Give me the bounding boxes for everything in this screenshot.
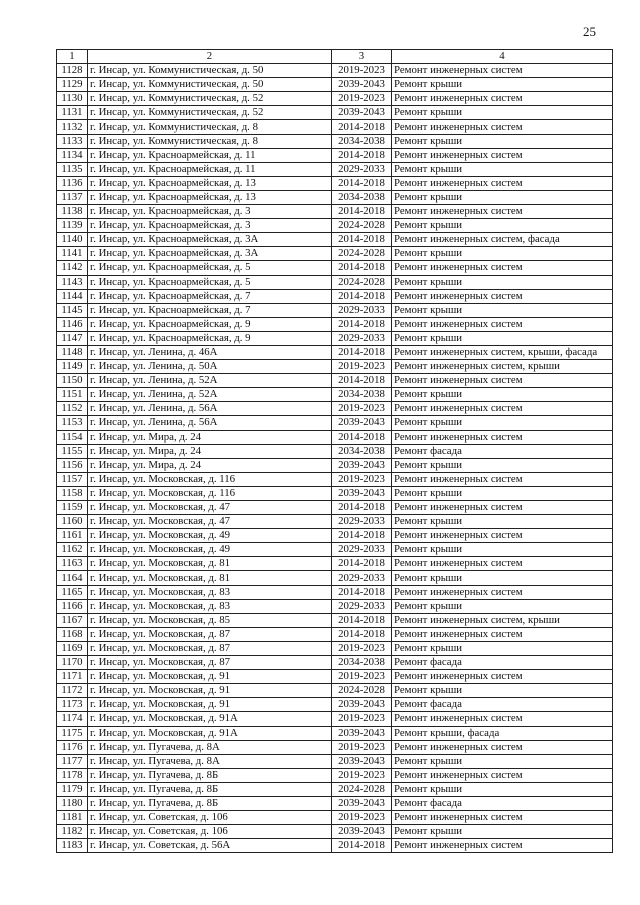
table-row bbox=[57, 402, 613, 416]
address-cell: г. Инсар, ул. Красноармейская, д. 3А bbox=[88, 247, 332, 261]
row-number: 1146 bbox=[57, 317, 88, 331]
address-cell: г. Инсар, ул. Московская, д. 91А bbox=[88, 712, 332, 726]
period-cell: 2019-2023 bbox=[332, 641, 392, 655]
work-type-cell: Ремонт крыши bbox=[392, 190, 613, 204]
address-cell: г. Инсар, ул. Ленина, д. 52А bbox=[88, 388, 332, 402]
address-cell: г. Инсар, ул. Красноармейская, д. 3 bbox=[88, 219, 332, 233]
row-number: 1169 bbox=[57, 641, 88, 655]
column-header: 3 bbox=[332, 50, 392, 64]
period-cell: 2014-2018 bbox=[332, 205, 392, 219]
work-type-cell: Ремонт крыши bbox=[392, 599, 613, 613]
row-number: 1137 bbox=[57, 190, 88, 204]
row-number: 1155 bbox=[57, 444, 88, 458]
address-cell: г. Инсар, ул. Красноармейская, д. 13 bbox=[88, 176, 332, 190]
address-cell: г. Инсар, ул. Красноармейская, д. 9 bbox=[88, 331, 332, 345]
address-cell: г. Инсар, ул. Красноармейская, д. 7 bbox=[88, 303, 332, 317]
address-cell: г. Инсар, ул. Пугачева, д. 8А bbox=[88, 754, 332, 768]
period-cell: 2039-2043 bbox=[332, 698, 392, 712]
address-cell: г. Инсар, ул. Московская, д. 116 bbox=[88, 486, 332, 500]
work-type-cell: Ремонт фасада bbox=[392, 444, 613, 458]
table-row bbox=[57, 754, 613, 768]
period-cell: 2014-2018 bbox=[332, 120, 392, 134]
table-row bbox=[57, 796, 613, 810]
table-row bbox=[57, 64, 613, 78]
address-cell: г. Инсар, ул. Московская, д. 87 bbox=[88, 641, 332, 655]
work-type-cell: Ремонт инженерных систем bbox=[392, 740, 613, 754]
period-cell: 2029-2033 bbox=[332, 599, 392, 613]
period-cell: 2019-2023 bbox=[332, 64, 392, 78]
table-row bbox=[57, 374, 613, 388]
address-cell: г. Инсар, ул. Красноармейская, д. 11 bbox=[88, 162, 332, 176]
address-cell: г. Инсар, ул. Пугачева, д. 8Б bbox=[88, 768, 332, 782]
period-cell: 2019-2023 bbox=[332, 360, 392, 374]
work-type-cell: Ремонт инженерных систем bbox=[392, 839, 613, 853]
row-number: 1157 bbox=[57, 472, 88, 486]
row-number: 1141 bbox=[57, 247, 88, 261]
page-number: 25 bbox=[583, 24, 596, 39]
row-number: 1128 bbox=[57, 64, 88, 78]
row-number: 1154 bbox=[57, 430, 88, 444]
row-number: 1143 bbox=[57, 275, 88, 289]
period-cell: 2039-2043 bbox=[332, 726, 392, 740]
row-number: 1140 bbox=[57, 233, 88, 247]
address-cell: г. Инсар, ул. Московская, д. 47 bbox=[88, 501, 332, 515]
address-cell: г. Инсар, ул. Московская, д. 91 bbox=[88, 684, 332, 698]
row-number: 1171 bbox=[57, 670, 88, 684]
table-row bbox=[57, 529, 613, 543]
work-type-cell: Ремонт инженерных систем bbox=[392, 289, 613, 303]
work-type-cell: Ремонт инженерных систем bbox=[392, 176, 613, 190]
period-cell: 2014-2018 bbox=[332, 501, 392, 515]
table-row bbox=[57, 571, 613, 585]
column-header: 4 bbox=[392, 50, 613, 64]
table-row bbox=[57, 501, 613, 515]
table-row bbox=[57, 176, 613, 190]
table-row bbox=[57, 670, 613, 684]
table-row bbox=[57, 261, 613, 275]
address-cell: г. Инсар, ул. Московская, д. 81 bbox=[88, 557, 332, 571]
work-type-cell: Ремонт инженерных систем bbox=[392, 402, 613, 416]
period-cell: 2029-2033 bbox=[332, 515, 392, 529]
work-type-cell: Ремонт инженерных систем bbox=[392, 120, 613, 134]
table-row bbox=[57, 768, 613, 782]
row-number: 1180 bbox=[57, 796, 88, 810]
table-row bbox=[57, 106, 613, 120]
period-cell: 2014-2018 bbox=[332, 627, 392, 641]
address-cell: г. Инсар, ул. Коммунистическая, д. 50 bbox=[88, 78, 332, 92]
row-number: 1160 bbox=[57, 515, 88, 529]
table-row bbox=[57, 557, 613, 571]
period-cell: 2034-2038 bbox=[332, 388, 392, 402]
period-cell: 2039-2043 bbox=[332, 825, 392, 839]
address-cell: г. Инсар, ул. Коммунистическая, д. 52 bbox=[88, 106, 332, 120]
work-type-cell: Ремонт инженерных систем bbox=[392, 261, 613, 275]
repair-schedule-table bbox=[56, 49, 613, 853]
work-type-cell: Ремонт крыши, фасада bbox=[392, 726, 613, 740]
table-row bbox=[57, 486, 613, 500]
address-cell: г. Инсар, ул. Ленина, д. 46А bbox=[88, 345, 332, 359]
period-cell: 2034-2038 bbox=[332, 190, 392, 204]
period-cell: 2029-2033 bbox=[332, 303, 392, 317]
period-cell: 2039-2043 bbox=[332, 106, 392, 120]
table-row bbox=[57, 543, 613, 557]
table-row bbox=[57, 360, 613, 374]
table-row bbox=[57, 92, 613, 106]
work-type-cell: Ремонт инженерных систем, крыши bbox=[392, 360, 613, 374]
row-number: 1150 bbox=[57, 374, 88, 388]
address-cell: г. Инсар, ул. Пугачева, д. 8А bbox=[88, 740, 332, 754]
row-number: 1174 bbox=[57, 712, 88, 726]
row-number: 1175 bbox=[57, 726, 88, 740]
work-type-cell: Ремонт крыши bbox=[392, 247, 613, 261]
row-number: 1170 bbox=[57, 656, 88, 670]
period-cell: 2014-2018 bbox=[332, 345, 392, 359]
work-type-cell: Ремонт крыши bbox=[392, 134, 613, 148]
address-cell: г. Инсар, ул. Ленина, д. 56А bbox=[88, 402, 332, 416]
table-row bbox=[57, 444, 613, 458]
row-number: 1182 bbox=[57, 825, 88, 839]
row-number: 1164 bbox=[57, 571, 88, 585]
period-cell: 2014-2018 bbox=[332, 289, 392, 303]
address-cell: г. Инсар, ул. Ленина, д. 52А bbox=[88, 374, 332, 388]
table-row bbox=[57, 134, 613, 148]
address-cell: г. Инсар, ул. Красноармейская, д. 11 bbox=[88, 148, 332, 162]
table-row bbox=[57, 641, 613, 655]
row-number: 1135 bbox=[57, 162, 88, 176]
work-type-cell: Ремонт инженерных систем bbox=[392, 627, 613, 641]
period-cell: 2039-2043 bbox=[332, 458, 392, 472]
work-type-cell: Ремонт инженерных систем bbox=[392, 768, 613, 782]
row-number: 1129 bbox=[57, 78, 88, 92]
column-header: 2 bbox=[88, 50, 332, 64]
work-type-cell: Ремонт крыши bbox=[392, 106, 613, 120]
address-cell: г. Инсар, ул. Советская, д. 106 bbox=[88, 811, 332, 825]
table-row bbox=[57, 656, 613, 670]
address-cell: г. Инсар, ул. Московская, д. 87 bbox=[88, 627, 332, 641]
address-cell: г. Инсар, ул. Московская, д. 91 bbox=[88, 698, 332, 712]
work-type-cell: Ремонт инженерных систем bbox=[392, 712, 613, 726]
table-row bbox=[57, 303, 613, 317]
period-cell: 2034-2038 bbox=[332, 656, 392, 670]
table-row bbox=[57, 515, 613, 529]
period-cell: 2024-2028 bbox=[332, 684, 392, 698]
table-row bbox=[57, 698, 613, 712]
period-cell: 2039-2043 bbox=[332, 754, 392, 768]
row-number: 1176 bbox=[57, 740, 88, 754]
table-row bbox=[57, 627, 613, 641]
row-number: 1133 bbox=[57, 134, 88, 148]
work-type-cell: Ремонт инженерных систем bbox=[392, 92, 613, 106]
work-type-cell: Ремонт крыши bbox=[392, 571, 613, 585]
work-type-cell: Ремонт крыши bbox=[392, 388, 613, 402]
address-cell: г. Инсар, ул. Красноармейская, д. 5 bbox=[88, 261, 332, 275]
row-number: 1148 bbox=[57, 345, 88, 359]
row-number: 1179 bbox=[57, 782, 88, 796]
row-number: 1161 bbox=[57, 529, 88, 543]
work-type-cell: Ремонт инженерных систем bbox=[392, 557, 613, 571]
table-row bbox=[57, 599, 613, 613]
row-number: 1142 bbox=[57, 261, 88, 275]
work-type-cell: Ремонт крыши bbox=[392, 515, 613, 529]
work-type-cell: Ремонт инженерных систем, крыши, фасада bbox=[392, 345, 613, 359]
table-row bbox=[57, 613, 613, 627]
period-cell: 2014-2018 bbox=[332, 613, 392, 627]
work-type-cell: Ремонт инженерных систем bbox=[392, 374, 613, 388]
row-number: 1130 bbox=[57, 92, 88, 106]
work-type-cell: Ремонт инженерных систем bbox=[392, 64, 613, 78]
address-cell: г. Инсар, ул. Коммунистическая, д. 8 bbox=[88, 120, 332, 134]
work-type-cell: Ремонт крыши bbox=[392, 825, 613, 839]
work-type-cell: Ремонт инженерных систем bbox=[392, 430, 613, 444]
row-number: 1134 bbox=[57, 148, 88, 162]
period-cell: 2019-2023 bbox=[332, 811, 392, 825]
row-number: 1152 bbox=[57, 402, 88, 416]
row-number: 1139 bbox=[57, 219, 88, 233]
address-cell: г. Инсар, ул. Красноармейская, д. 3 bbox=[88, 205, 332, 219]
work-type-cell: Ремонт инженерных систем, фасада bbox=[392, 233, 613, 247]
work-type-cell: Ремонт крыши bbox=[392, 486, 613, 500]
table-row bbox=[57, 289, 613, 303]
table-row bbox=[57, 331, 613, 345]
row-number: 1158 bbox=[57, 486, 88, 500]
row-number: 1181 bbox=[57, 811, 88, 825]
address-cell: г. Инсар, ул. Пугачева, д. 8Б bbox=[88, 796, 332, 810]
table-row bbox=[57, 416, 613, 430]
address-cell: г. Инсар, ул. Мира, д. 24 bbox=[88, 458, 332, 472]
period-cell: 2014-2018 bbox=[332, 839, 392, 853]
address-cell: г. Инсар, ул. Московская, д. 49 bbox=[88, 529, 332, 543]
table-row bbox=[57, 148, 613, 162]
address-cell: г. Инсар, ул. Московская, д. 83 bbox=[88, 599, 332, 613]
row-number: 1159 bbox=[57, 501, 88, 515]
work-type-cell: Ремонт инженерных систем bbox=[392, 317, 613, 331]
table-row bbox=[57, 684, 613, 698]
row-number: 1165 bbox=[57, 585, 88, 599]
period-cell: 2024-2028 bbox=[332, 275, 392, 289]
row-number: 1132 bbox=[57, 120, 88, 134]
period-cell: 2039-2043 bbox=[332, 486, 392, 500]
work-type-cell: Ремонт крыши bbox=[392, 162, 613, 176]
table-row bbox=[57, 585, 613, 599]
period-cell: 2014-2018 bbox=[332, 261, 392, 275]
address-cell: г. Инсар, ул. Ленина, д. 50А bbox=[88, 360, 332, 374]
work-type-cell: Ремонт крыши bbox=[392, 782, 613, 796]
address-cell: г. Инсар, ул. Красноармейская, д. 13 bbox=[88, 190, 332, 204]
period-cell: 2024-2028 bbox=[332, 219, 392, 233]
period-cell: 2039-2043 bbox=[332, 78, 392, 92]
period-cell: 2014-2018 bbox=[332, 374, 392, 388]
period-cell: 2039-2043 bbox=[332, 796, 392, 810]
address-cell: г. Инсар, ул. Красноармейская, д. 5 bbox=[88, 275, 332, 289]
period-cell: 2029-2033 bbox=[332, 571, 392, 585]
work-type-cell: Ремонт крыши bbox=[392, 219, 613, 233]
address-cell: г. Инсар, ул. Московская, д. 87 bbox=[88, 656, 332, 670]
header-row bbox=[57, 50, 613, 64]
table-row bbox=[57, 275, 613, 289]
period-cell: 2024-2028 bbox=[332, 782, 392, 796]
address-cell: г. Инсар, ул. Московская, д. 81 bbox=[88, 571, 332, 585]
table-row bbox=[57, 317, 613, 331]
period-cell: 2019-2023 bbox=[332, 768, 392, 782]
address-cell: г. Инсар, ул. Мира, д. 24 bbox=[88, 430, 332, 444]
work-type-cell: Ремонт крыши bbox=[392, 543, 613, 557]
table-row bbox=[57, 247, 613, 261]
address-cell: г. Инсар, ул. Красноармейская, д. 3А bbox=[88, 233, 332, 247]
table-row bbox=[57, 233, 613, 247]
table-body bbox=[57, 64, 613, 853]
period-cell: 2029-2033 bbox=[332, 331, 392, 345]
period-cell: 2029-2033 bbox=[332, 543, 392, 557]
row-number: 1163 bbox=[57, 557, 88, 571]
table-row bbox=[57, 219, 613, 233]
work-type-cell: Ремонт крыши bbox=[392, 303, 613, 317]
table-row bbox=[57, 825, 613, 839]
address-cell: г. Инсар, ул. Мира, д. 24 bbox=[88, 444, 332, 458]
work-type-cell: Ремонт фасада bbox=[392, 796, 613, 810]
period-cell: 2039-2043 bbox=[332, 416, 392, 430]
period-cell: 2029-2033 bbox=[332, 162, 392, 176]
work-type-cell: Ремонт инженерных систем bbox=[392, 501, 613, 515]
period-cell: 2024-2028 bbox=[332, 247, 392, 261]
work-type-cell: Ремонт крыши bbox=[392, 458, 613, 472]
address-cell: г. Инсар, ул. Советская, д. 106 bbox=[88, 825, 332, 839]
row-number: 1167 bbox=[57, 613, 88, 627]
table-row bbox=[57, 190, 613, 204]
address-cell: г. Инсар, ул. Московская, д. 85 bbox=[88, 613, 332, 627]
address-cell: г. Инсар, ул. Московская, д. 83 bbox=[88, 585, 332, 599]
period-cell: 2014-2018 bbox=[332, 148, 392, 162]
work-type-cell: Ремонт инженерных систем bbox=[392, 811, 613, 825]
row-number: 1183 bbox=[57, 839, 88, 853]
period-cell: 2014-2018 bbox=[332, 557, 392, 571]
period-cell: 2019-2023 bbox=[332, 670, 392, 684]
period-cell: 2014-2018 bbox=[332, 233, 392, 247]
address-cell: г. Инсар, ул. Красноармейская, д. 9 bbox=[88, 317, 332, 331]
period-cell: 2034-2038 bbox=[332, 444, 392, 458]
row-number: 1166 bbox=[57, 599, 88, 613]
address-cell: г. Инсар, ул. Московская, д. 49 bbox=[88, 543, 332, 557]
work-type-cell: Ремонт инженерных систем bbox=[392, 205, 613, 219]
address-cell: г. Инсар, ул. Московская, д. 116 bbox=[88, 472, 332, 486]
table-row bbox=[57, 458, 613, 472]
row-number: 1172 bbox=[57, 684, 88, 698]
table-row bbox=[57, 78, 613, 92]
table-row bbox=[57, 388, 613, 402]
row-number: 1136 bbox=[57, 176, 88, 190]
address-cell: г. Инсар, ул. Коммунистическая, д. 52 bbox=[88, 92, 332, 106]
address-cell: г. Инсар, ул. Ленина, д. 56А bbox=[88, 416, 332, 430]
row-number: 1177 bbox=[57, 754, 88, 768]
work-type-cell: Ремонт инженерных систем, крыши bbox=[392, 613, 613, 627]
row-number: 1151 bbox=[57, 388, 88, 402]
table-row bbox=[57, 472, 613, 486]
row-number: 1173 bbox=[57, 698, 88, 712]
address-cell: г. Инсар, ул. Московская, д. 91А bbox=[88, 726, 332, 740]
period-cell: 2014-2018 bbox=[332, 176, 392, 190]
column-header: 1 bbox=[57, 50, 88, 64]
work-type-cell: Ремонт инженерных систем bbox=[392, 148, 613, 162]
work-type-cell: Ремонт фасада bbox=[392, 656, 613, 670]
table-row bbox=[57, 782, 613, 796]
row-number: 1147 bbox=[57, 331, 88, 345]
table-row bbox=[57, 345, 613, 359]
work-type-cell: Ремонт крыши bbox=[392, 641, 613, 655]
work-type-cell: Ремонт инженерных систем bbox=[392, 670, 613, 684]
table-row bbox=[57, 430, 613, 444]
period-cell: 2014-2018 bbox=[332, 430, 392, 444]
period-cell: 2019-2023 bbox=[332, 402, 392, 416]
row-number: 1144 bbox=[57, 289, 88, 303]
row-number: 1153 bbox=[57, 416, 88, 430]
address-cell: г. Инсар, ул. Московская, д. 91 bbox=[88, 670, 332, 684]
period-cell: 2019-2023 bbox=[332, 712, 392, 726]
row-number: 1131 bbox=[57, 106, 88, 120]
address-cell: г. Инсар, ул. Красноармейская, д. 7 bbox=[88, 289, 332, 303]
period-cell: 2034-2038 bbox=[332, 134, 392, 148]
address-cell: г. Инсар, ул. Пугачева, д. 8Б bbox=[88, 782, 332, 796]
table-row bbox=[57, 811, 613, 825]
row-number: 1149 bbox=[57, 360, 88, 374]
work-type-cell: Ремонт крыши bbox=[392, 78, 613, 92]
table-row bbox=[57, 726, 613, 740]
table-row bbox=[57, 205, 613, 219]
address-cell: г. Инсар, ул. Коммунистическая, д. 50 bbox=[88, 64, 332, 78]
address-cell: г. Инсар, ул. Московская, д. 47 bbox=[88, 515, 332, 529]
table-row bbox=[57, 740, 613, 754]
table-row bbox=[57, 839, 613, 853]
table-row bbox=[57, 712, 613, 726]
row-number: 1138 bbox=[57, 205, 88, 219]
row-number: 1145 bbox=[57, 303, 88, 317]
row-number: 1178 bbox=[57, 768, 88, 782]
work-type-cell: Ремонт инженерных систем bbox=[392, 472, 613, 486]
period-cell: 2019-2023 bbox=[332, 472, 392, 486]
period-cell: 2019-2023 bbox=[332, 740, 392, 754]
work-type-cell: Ремонт крыши bbox=[392, 416, 613, 430]
work-type-cell: Ремонт инженерных систем bbox=[392, 529, 613, 543]
work-type-cell: Ремонт фасада bbox=[392, 698, 613, 712]
row-number: 1168 bbox=[57, 627, 88, 641]
row-number: 1162 bbox=[57, 543, 88, 557]
work-type-cell: Ремонт инженерных систем bbox=[392, 585, 613, 599]
period-cell: 2014-2018 bbox=[332, 585, 392, 599]
row-number: 1156 bbox=[57, 458, 88, 472]
address-cell: г. Инсар, ул. Коммунистическая, д. 8 bbox=[88, 134, 332, 148]
work-type-cell: Ремонт крыши bbox=[392, 331, 613, 345]
work-type-cell: Ремонт крыши bbox=[392, 684, 613, 698]
period-cell: 2019-2023 bbox=[332, 92, 392, 106]
work-type-cell: Ремонт крыши bbox=[392, 275, 613, 289]
period-cell: 2014-2018 bbox=[332, 529, 392, 543]
table-row bbox=[57, 120, 613, 134]
period-cell: 2014-2018 bbox=[332, 317, 392, 331]
address-cell: г. Инсар, ул. Советская, д. 56А bbox=[88, 839, 332, 853]
work-type-cell: Ремонт крыши bbox=[392, 754, 613, 768]
table-row bbox=[57, 162, 613, 176]
